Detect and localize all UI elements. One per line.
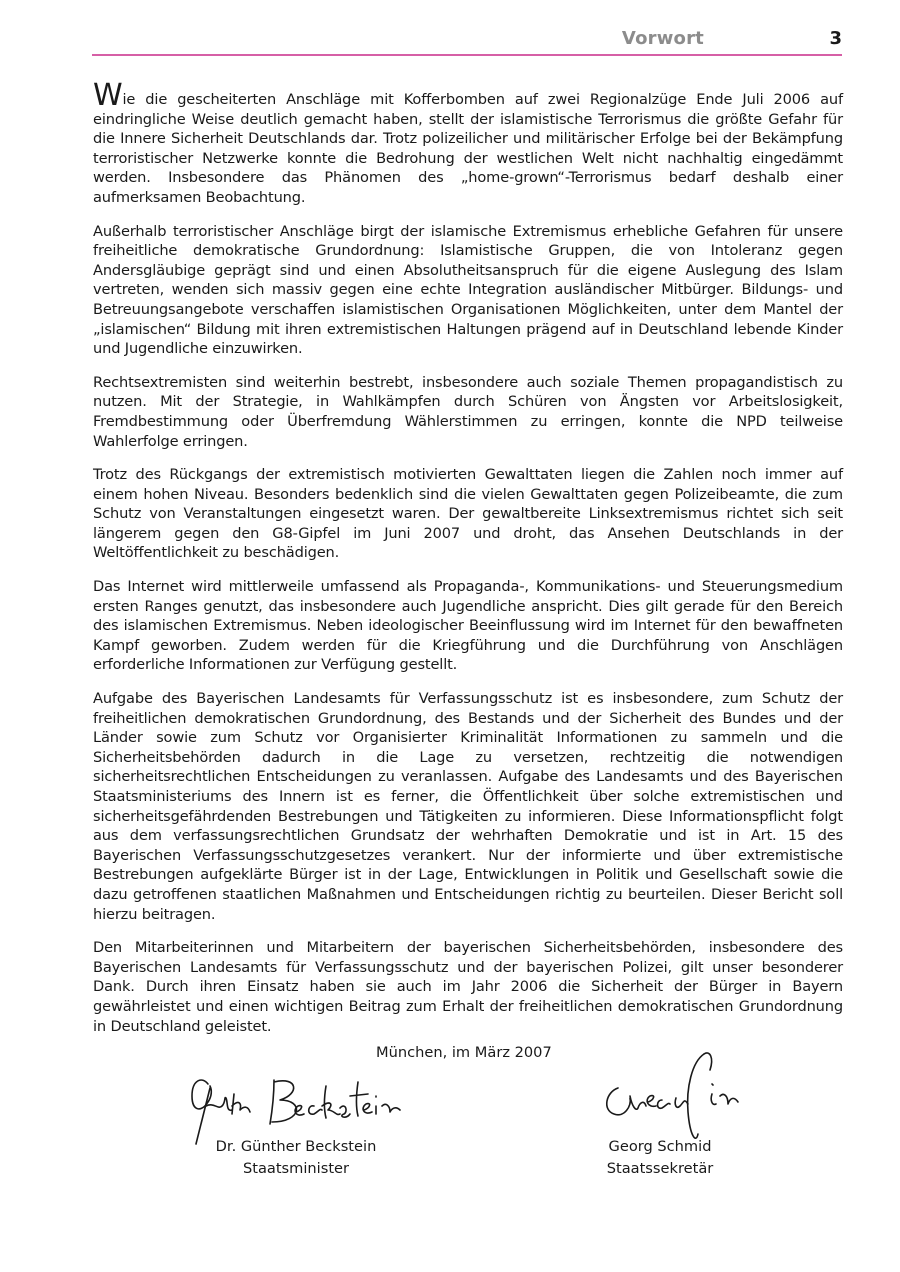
signer-right-name: Georg Schmid bbox=[608, 1138, 712, 1155]
paragraph-5: Das Internet wird mittlerweile umfassend als Propaganda-, Kommunikations- und Steuerungsmedium ersten Ranges genutzt, das insbesondere auch Jugendliche anspricht. Dies gilt gerade für den Bereich des islamischen Extremismus. Neben ideologischer Beeinflussung wird im Internet für den bewaffneten Kampf geworben. Zudem werden für die Kriegführung und die Durchführung von Anschlägen erforderliche Informationen zur Verfügung gestellt. bbox=[93, 578, 843, 674]
paragraph-3: Rechtsextremisten sind weiterhin bestrebt, insbesondere auch soziale Themen propagandistisch zu nutzen. Mit der Strategie, in Wahlkämpfen durch Schüren von Ängsten vor Arbeitslosigkeit, Fremdbestimmung oder Überfremdung Wählerstimmen zu erringen, konnte die NPD teilweise Wahlerfolge erringen. bbox=[93, 373, 843, 450]
section-title: Vorwort bbox=[621, 28, 704, 49]
running-header bbox=[92, 28, 842, 56]
paragraph-1-text: ie die gescheiterten Anschläge mit Kofferbomben auf zwei Regionalzüge Ende Juli 2006 auf eindringliche Weise deutlich gemacht haben, stellt der islamistische Terrorismus die größte Gefahr für die Innere Sicherheit Deutschlands dar. Trotz polizeilicher und militärischer Erfolge bei der Bekämpfung terroristischer Netzwerke konnte die Bedrohung der westlichen Welt nicht nachhaltig eingedämmt werden. Insbesondere das Phänomen des „home-grown“-Terrorismus bedarf deshalb einer aufmerksamen Beobachtung. bbox=[93, 91, 843, 206]
paragraph-1 bbox=[93, 78, 843, 208]
paragraph-4: Trotz des Rückgangs der extremistisch motivierten Gewalttaten liegen die Zahlen noch immer auf einem hohen Niveau. Besonders bedenklich sind die vielen Gewalttaten gegen Polizeibeamte, die zum Schutz von Veranstaltungen eingesetzt waren. Der gewaltbereite Linksextremismus richtet sich seit längerem gegen den G8-Gipfel im Juni 2007 und droht, das Ansehen Deutschlands in der Weltöffentlichkeit zu beschädigen. bbox=[93, 466, 843, 562]
place-date: München, im März 2007 bbox=[376, 1044, 552, 1061]
signature-schmid bbox=[592, 1048, 752, 1148]
drop-cap: W bbox=[93, 78, 123, 113]
signer-left-title: Staatsminister bbox=[242, 1160, 350, 1177]
signer-right-title: Staatssekretär bbox=[606, 1160, 714, 1177]
paragraph-2: Außerhalb terroristischer Anschläge birgt der islamische Extremismus erhebliche Gefahren für unsere freiheitliche demokratische Grundordnung: Islamistische Gruppen, die von Intoleranz gegen Andersgläubige geprägt sind und einen Absolutheitsanspruch für die eigene Auslegung des Islam vertreten, wenden sich massiv gegen eine echte Integration ausländischer Mitbürger. Bildungs- und Betreuungsangebote verschaffen islamistischen Organisationen Möglichkeiten, unter dem Mantel der „islamischen“ Bildung mit ihren extremistischen Haltungen prägend auf in Deutschland lebende Kinder und Jugendliche einzuwirken. bbox=[93, 222, 843, 358]
paragraph-7: Den Mitarbeiterinnen und Mitarbeitern der bayerischen Sicherheitsbehörden, insbesondere des Bayerischen Landesamts für Verfassungsschutz und der bayerischen Polizei, gilt unser besonderer Dank. Durch ihren Einsatz haben sie auch im Jahr 2006 die Sicherheit der Bürger in Bayern gewährleistet und einen wichtigen Beitrag zum Erhalt der freiheitlichen demokratischen Grundordnung in Deutschland geleistet. bbox=[93, 939, 843, 1035]
page-number: 3 bbox=[829, 28, 842, 49]
signer-left-name: Dr. Günther Beckstein bbox=[215, 1138, 377, 1155]
signer-left bbox=[196, 1136, 396, 1180]
paragraph-6: Aufgabe des Bayerischen Landesamts für Verfassungsschutz ist es insbesondere, zum Schutz der freiheitlichen demokratischen Grundordnung, des Bestands und der Sicherheit des Bundes und der Länder sowie zum Schutz vor Organisierter Kriminalität Informationen zu sammeln und die Sicherheitsbehörden dadurch in die Lage zu versetzen, rechtzeitig die notwendigen sicherheitsrechtlichen Entscheidungen zu veranlassen. Aufgabe des Landesamts und des Bayerischen Staatsministeriums des Innern ist es ferner, die Öffentlichkeit über solche extremistischen und sicherheitsgefährdenden Bestrebungen und Tätigkeiten zu informieren. Diese Informationspflicht folgt aus dem verfassungsrechtlichen Grundsatz der wehrhaften Demokratie und ist in Art. 15 des Bayerischen Verfassungsschutzgesetzes verankert. Nur der informierte und über extremistische Bestrebungen aufgeklärte Bürger ist in der Lage, Entwicklungen in Politik und Gesellschaft sowie die dazu getroffenen staatlichen Maßnahmen und Entscheidungen richtig zu beurteilen. Dieser Bericht soll hierzu beitragen. bbox=[93, 690, 843, 923]
foreword-body bbox=[93, 78, 843, 1050]
signer-right bbox=[572, 1136, 748, 1180]
